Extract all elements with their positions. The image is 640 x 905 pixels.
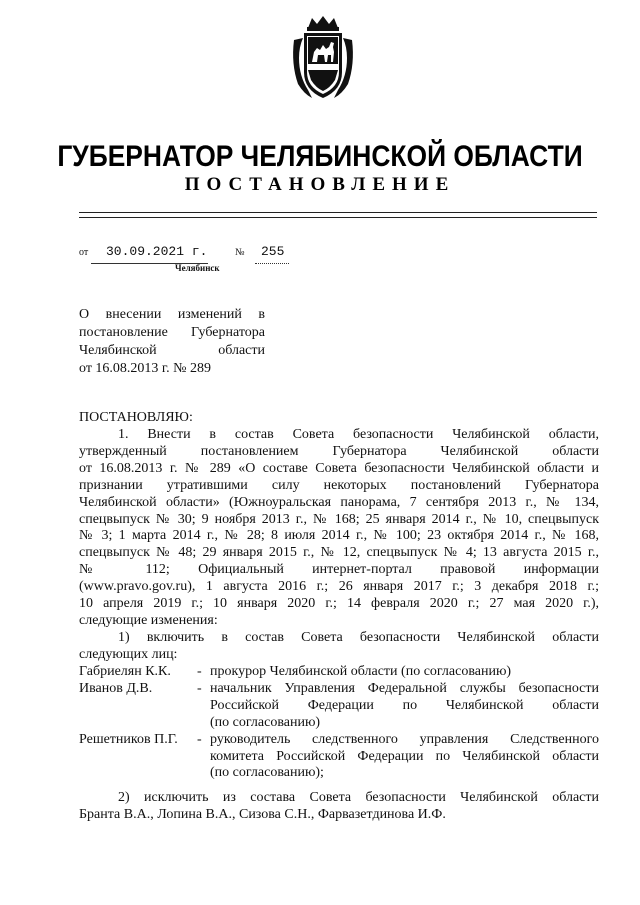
header-rule-top bbox=[79, 212, 597, 213]
subject-line: О внесении изменений в bbox=[79, 307, 265, 322]
subject-line: постановление Губернатора bbox=[79, 325, 265, 340]
person-name: Решетников П.Г. bbox=[79, 731, 178, 747]
number-sign: № bbox=[235, 247, 245, 258]
person-role bbox=[210, 732, 599, 783]
decree-word: ПОСТАНОВЛЯЮ: bbox=[79, 410, 193, 425]
authority-title: ГУБЕРНАТОР ЧЕЛЯБИНСКОЙ ОБЛАСТИ bbox=[57, 140, 583, 173]
text-line: 1. Внести в состав Совета безопасности Челябинской области, bbox=[118, 427, 599, 442]
coat-of-arms-emblem bbox=[290, 14, 356, 102]
text-line: 2) исключить из состава Совета безопасности Челябинской области bbox=[118, 790, 599, 805]
text-line: утвержденный постановлением Губернатора Челябинской области bbox=[79, 443, 599, 459]
text-line: № 112; Официальный интернет-портал правовой информации bbox=[79, 562, 599, 578]
date-number-line bbox=[79, 244, 319, 264]
document-number: 255 bbox=[261, 244, 285, 259]
person-dash: - bbox=[197, 664, 202, 679]
subject-block bbox=[79, 306, 265, 378]
number-underline bbox=[255, 263, 289, 264]
person-dash: - bbox=[197, 680, 202, 696]
role-line: прокурор Челябинской области (по согласованию) bbox=[210, 664, 512, 679]
role-line: комитета Российской Федерации по Челябинской области bbox=[210, 748, 599, 764]
person-name: Габриелян К.К. bbox=[79, 664, 171, 679]
text-line: спецвыпуск № 30; 9 ноября 2013 г., № 168; 25 января 2014 г., № 10, спецвыпуск bbox=[79, 511, 599, 527]
item-2-text bbox=[79, 790, 599, 824]
text-line: спецвыпуск № 48; 29 января 2015 г., № 12, спецвыпуск № 4; 13 августа 2015 г., bbox=[79, 545, 599, 561]
role-line: (по согласованию) bbox=[210, 714, 321, 730]
person-name: Иванов Д.В. bbox=[79, 680, 153, 696]
role-line: начальник Управления Федеральной службы безопасности bbox=[210, 680, 599, 696]
person-dash: - bbox=[197, 731, 202, 747]
date-prefix: от bbox=[79, 247, 89, 258]
document-date: 30.09.2021 г. bbox=[106, 244, 208, 259]
text-line: Челябинской области» (Южноуральская панорама, 7 сентября 2013 г., № 134, bbox=[79, 494, 599, 510]
person-row bbox=[79, 732, 599, 783]
city-name: Челябинск bbox=[175, 263, 220, 273]
text-line: 10 апреля 2019 г.; 10 января 2020 г.; 14 февраля 2020 г.; 27 мая 2020 г.), bbox=[79, 596, 599, 612]
text-line: (www.pravo.gov.ru), 1 августа 2016 г.; 26 января 2017 г.; 3 декабря 2018 г.; bbox=[79, 579, 599, 595]
header-rule-bottom bbox=[79, 217, 597, 218]
text-line: следующих лиц: bbox=[79, 646, 178, 662]
subject-line: Челябинской области bbox=[79, 343, 265, 358]
text-line: признании утратившими силу некоторых постановлений Губернатора bbox=[79, 477, 599, 493]
item-1-text bbox=[79, 427, 599, 664]
person-role bbox=[210, 681, 599, 732]
subject-line: от 16.08.2013 г. № 289 bbox=[79, 361, 211, 376]
text-line: № 3; 1 марта 2014 г., № 28; 8 июля 2014 г., № 100; 23 октября 2014 г., № 168, bbox=[79, 528, 599, 544]
person-row bbox=[79, 681, 599, 732]
person-role bbox=[210, 664, 599, 681]
text-line: от 16.08.2013 г. № 289 «О составе Совета безопасности Челябинской области и bbox=[79, 460, 599, 476]
text-line: следующие изменения: bbox=[79, 612, 218, 628]
role-line: Российской Федерации по Челябинской области bbox=[210, 697, 599, 713]
document-type: ПОСТАНОВЛЕНИЕ bbox=[184, 174, 456, 195]
role-line: руководитель следственного управления Следственного bbox=[210, 731, 599, 747]
text-line: Бранта В.А., Лопина В.А., Сизова С.Н., Фарвазетдинова И.Ф. bbox=[79, 806, 446, 822]
persons-list bbox=[79, 664, 599, 782]
text-line: 1) включить в состав Совета безопасности Челябинской области bbox=[118, 629, 599, 645]
role-line: (по согласованию); bbox=[210, 765, 324, 781]
person-row bbox=[79, 664, 599, 681]
